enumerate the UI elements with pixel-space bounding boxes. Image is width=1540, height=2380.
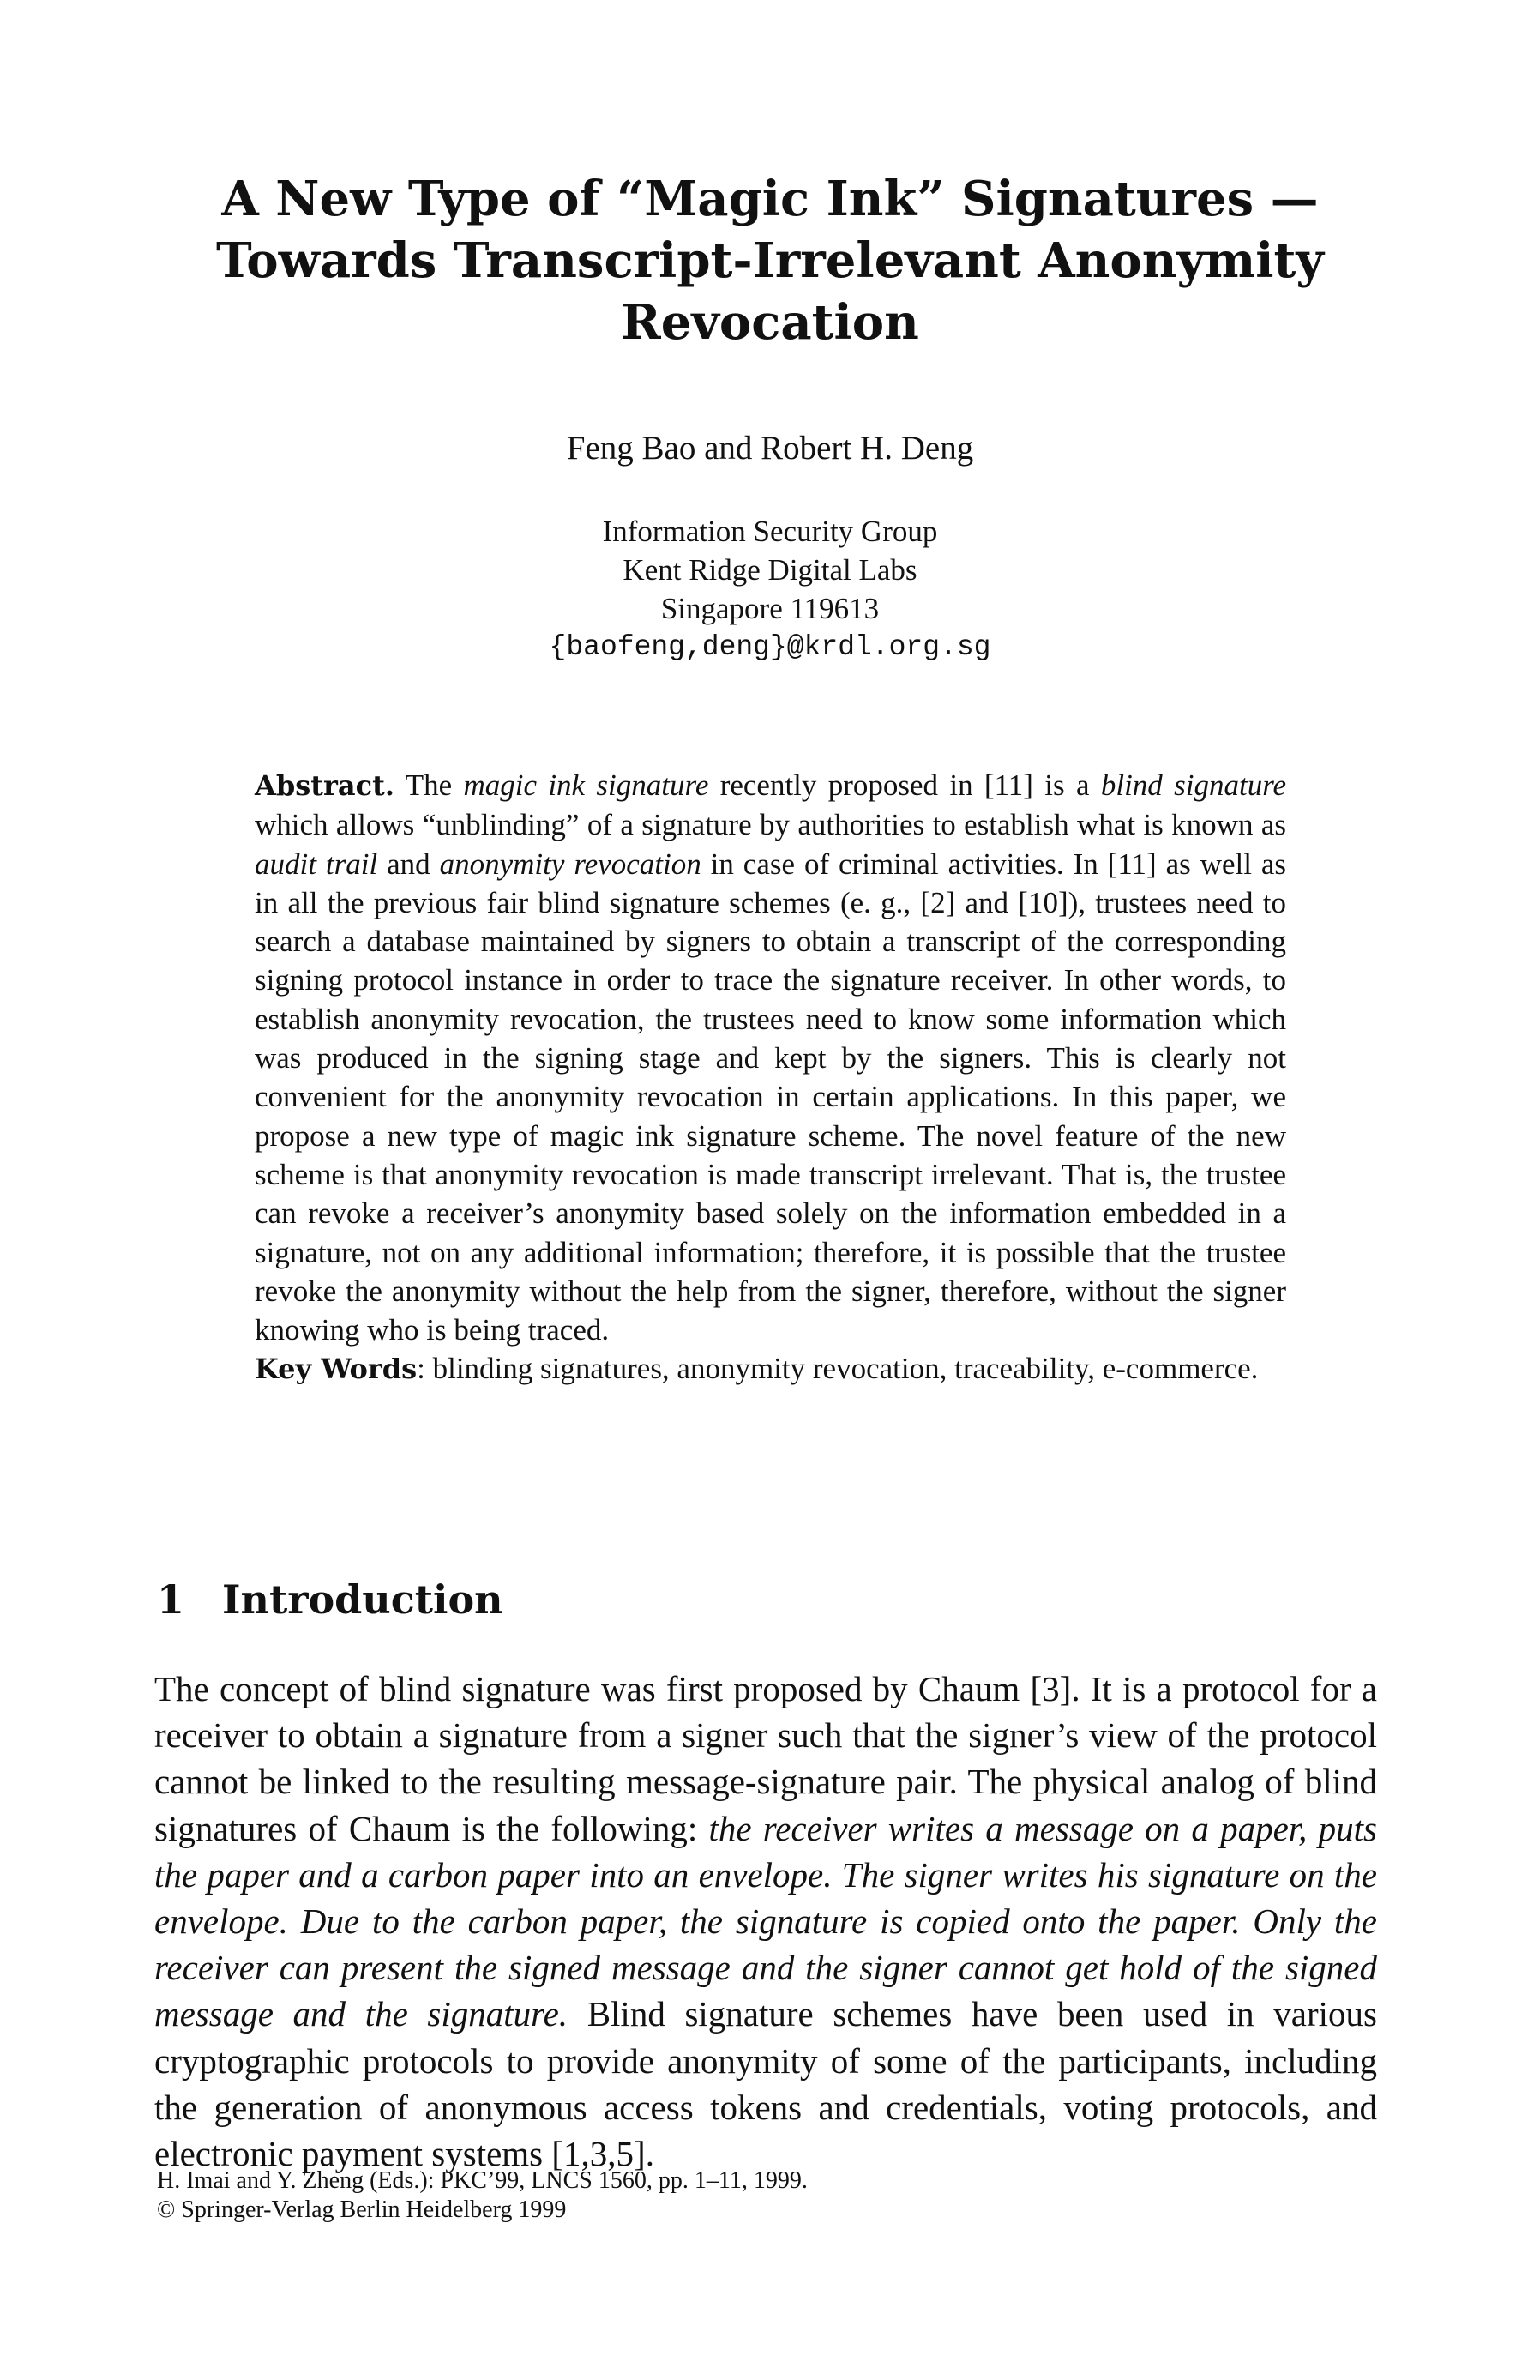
affiliation-city: Singapore 119613: [660, 592, 880, 625]
abstract-text: The: [405, 768, 453, 802]
author-email: {baofeng,deng}@krdl.org.sg: [549, 631, 991, 663]
abstract-emphasis: anonymity revocation: [439, 847, 701, 881]
keywords-text: : blinding signatures, anonymity revocation, traceability, e-commerce.: [417, 1352, 1259, 1386]
authors: Feng Bao and Robert H. Deng: [566, 430, 974, 467]
citation-line: H. Imai and Y. Zheng (Eds.): PKC’99, LNCS 1560, pp. 1–11, 1999.: [157, 2167, 808, 2194]
introduction-paragraph: [154, 1666, 1377, 2177]
abstract-text: which allows “unblinding” of a signature by authorities to establish what is known as: [255, 808, 1286, 842]
section-heading: [157, 1576, 503, 1623]
section-number: 1: [157, 1576, 185, 1623]
title-line-2: Towards Transcript-Irrelevant Anonymity: [216, 232, 1324, 289]
abstract-text: in case of criminal activities. In [11] as well as in all the previous fair blind signature schemes (e. g., [2] and [10]), trustees need to search a database maintained by signers to obtain a transcript of the corresponding signing protocol instance in order to trace the signature receiver. In other words, to establish anonymity revocation, the trustees need to know some information which was produced in the signing stage and kept by the signers. This is clearly not convenient for the anonymity revocation in certain applications. In this paper, we propose a new type of magic ink signature scheme. The novel feature of the new scheme is that anonymity revocation is made transcript irrelevant. That is, the trustee can revoke a receiver’s anonymity based solely on the information embedded in a signature, not on any additional information; therefore, it is possible that the trustee revoke the anonymity without the help from the signer, therefore, without the signer knowing who is being traced.: [255, 847, 1287, 1347]
keywords-label: Key Words: [255, 1353, 418, 1386]
copyright-line: © Springer-Verlag Berlin Heidelberg 1999: [157, 2196, 567, 2223]
abstract-emphasis: magic ink signature: [463, 768, 709, 802]
keywords: [255, 1349, 1286, 1389]
abstract-paragraph: [255, 766, 1286, 1349]
title-line-1: A New Type of “Magic Ink” Signatures —: [221, 171, 1319, 227]
page-footer: [157, 2166, 808, 2225]
abstract: [255, 766, 1286, 1389]
intro-text: Blind signature schemes have been used in various cryptographic protocols to provide anonymity of some of the participants, including the generation of anonymous access tokens and credentials, voting protocols, and electronic payment systems [1,3,5].: [154, 1994, 1377, 2174]
section-title: Introduction: [222, 1576, 503, 1623]
intro-italic-text: the receiver writes a message on a paper, puts the paper and a carbon paper into an envelope. The signer writes his signature on the envelope. Due to the carbon paper, the signature is copied onto the paper. Only the receiver can present the signed message and the signer cannot get hold of the signed message and the signature.: [154, 1808, 1378, 2034]
affiliation-group: Information Security Group: [602, 515, 938, 548]
title-line-3: Revocation: [621, 294, 919, 351]
abstract-text: and: [387, 847, 430, 881]
affiliation-lab: Kent Ridge Digital Labs: [623, 553, 917, 587]
affiliation: [0, 512, 1540, 666]
abstract-label: Abstract.: [255, 769, 394, 802]
abstract-text: recently proposed in [11] is a: [719, 768, 1090, 802]
intro-text: The concept of blind signature was first proposed by Chaum [3]. It is a protocol for a receiver to obtain a signature from a signer such that the signer’s view of the protocol cannot be linked to the resulting message-signature pair. The physical analog of blind signatures of Chaum is the following:: [154, 1669, 1377, 1848]
abstract-emphasis: audit trail: [255, 847, 378, 881]
abstract-emphasis: blind signature: [1100, 768, 1287, 802]
paper-title: [137, 168, 1403, 353]
